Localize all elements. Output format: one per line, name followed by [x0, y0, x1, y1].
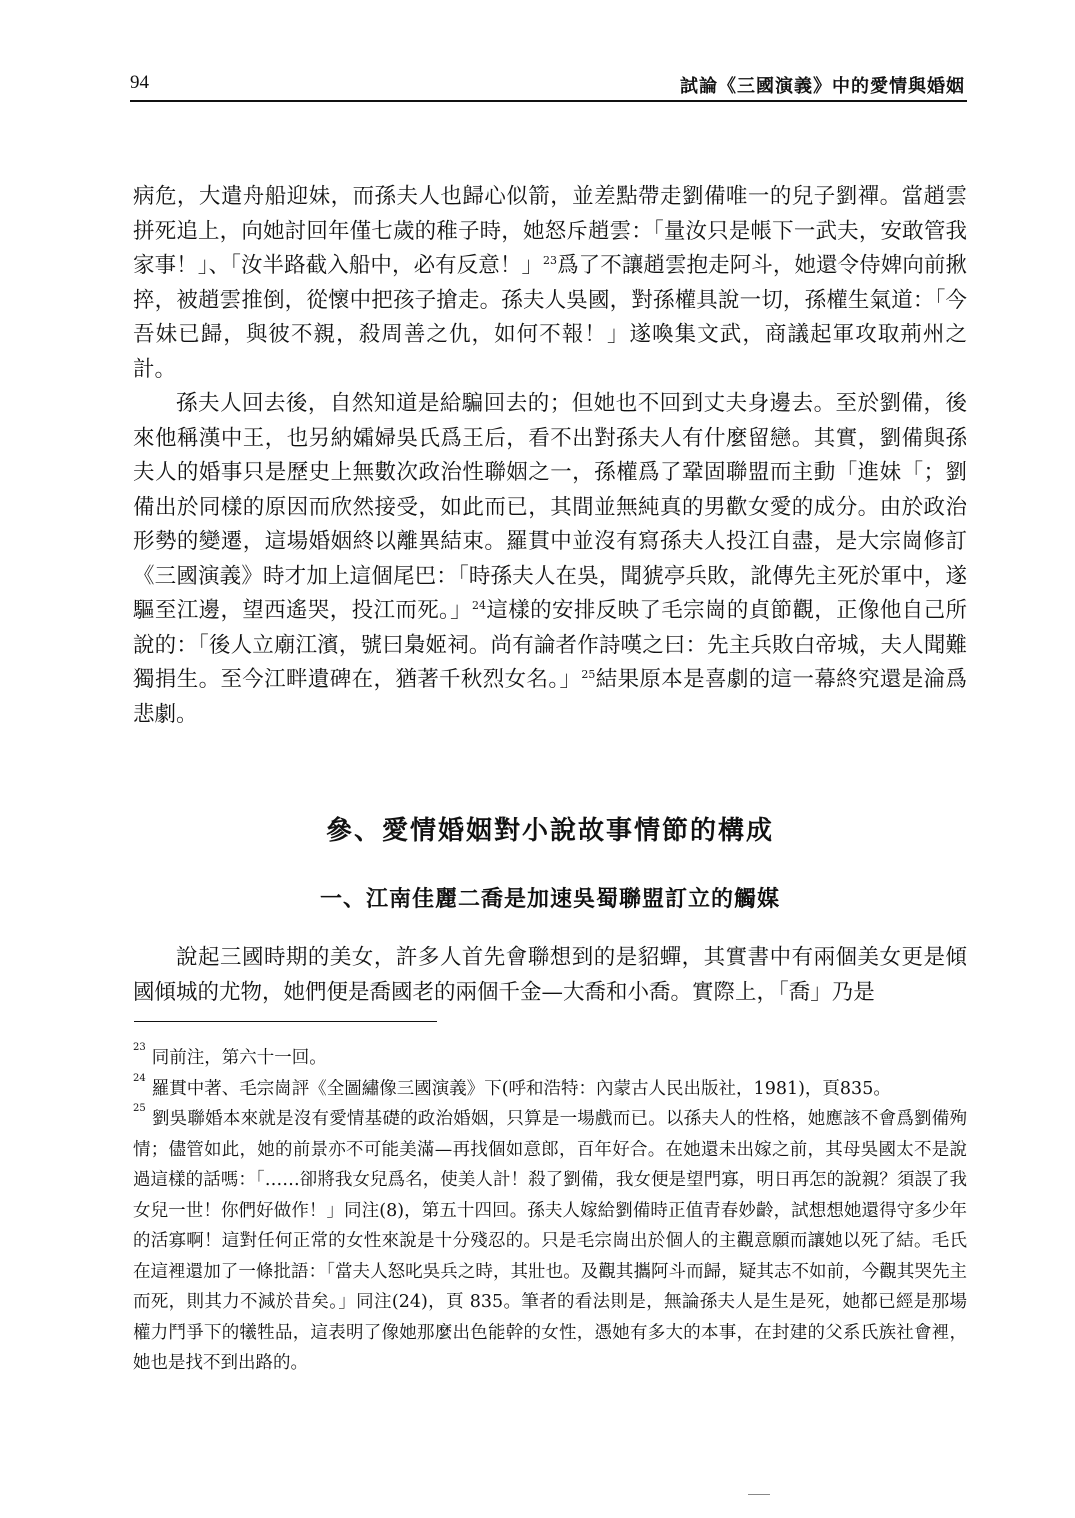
- footnote-separator: [134, 1021, 437, 1022]
- subsection-heading: 一、江南佳麗二喬是加速吳蜀聯盟訂立的觸媒: [319, 887, 780, 912]
- footnote-24: [133, 1074, 967, 1105]
- footnote-ref-24: 24: [472, 598, 487, 612]
- paragraph-political-marriage: [133, 387, 967, 732]
- footnote-text: 同前注，第六十一回。: [151, 1048, 327, 1068]
- page-number: 94: [130, 72, 149, 93]
- footnotes: [133, 1043, 967, 1379]
- footnote-ref-23: 23: [543, 253, 558, 267]
- scan-mark: [748, 1494, 770, 1495]
- body-text-lower: [133, 941, 967, 1010]
- footnote-text: 羅貫中著、毛宗崗評《全圖繡像三國演義》下(呼和浩特：內蒙古人民出版社，1981)，頁835。: [151, 1078, 891, 1099]
- section-heading: 參、愛情婚姻對小說故事情節的構成: [325, 816, 774, 846]
- paragraph-text: 結果原本是喜劇的這一幕終究還是淪爲悲劇。: [133, 667, 967, 727]
- footnote-number: 25: [133, 1103, 146, 1114]
- paragraph-sun-lady-return: [133, 180, 967, 387]
- paragraph-text: 這樣的安排反映了毛宗崗的貞節觀，正像他自己所說的：「後人立廟江濱，號曰梟姬祠。尚有論者作詩嘆之曰：先主兵敗白帝城，夫人聞難獨捐生。至今江畔遺碑在，猶著千秋烈女名。」: [133, 598, 967, 692]
- footnote-number: 24: [133, 1072, 146, 1084]
- paragraph-two-qiao: 說起三國時期的美女，許多人首先會聯想到的是貂蟬，其實書中有兩個美女更是傾國傾城的尤物，她們便是喬國老的兩個千金—大喬和小喬。實際上，「喬」乃是: [133, 945, 967, 1005]
- header-rule: [130, 100, 967, 102]
- paragraph-text: 病危，大遣舟船迎妹，而孫夫人也歸心似箭，並差點帶走劉備唯一的兒子劉禪。當趙雲拼死追上，向她討回年僅七歲的稚子時，她怒斥趙雲：「量汝只是帳下一武夫，安敢管我家事！」、「汝半路截入船中，必有反意！」: [133, 184, 967, 278]
- running-title: 試論《三國演義》中的愛情與婚姻: [680, 76, 965, 97]
- footnote-25: [133, 1104, 967, 1379]
- footnote-text: 劉吳聯婚本來就是沒有愛情基礎的政治婚姻，只算是一場戲而已。以孫夫人的性格，她應該不會爲劉備殉情；儘管如此，她的前景亦不可能美滿—再找個如意郎，百年好合。在她還未出嫁之前，其母吳國太不是說過這樣的話嗎：「……卻將我女兒爲名，使美人計！殺了劉備，我女便是望門寡，明日再怎的說親？須誤了我女兒一世！你們好做作！」同注(8)，第五十四回。孫夫人嫁給劉備時正值青春妙齡，試想想她還得守多少年的活寡啊！這對任何正常的女性來說是十分殘忍的。只是毛宗崗出於個人的主觀意願而讓她以死了結。毛氏在這裡還加了一條批語：「當夫人怒叱吳兵之時，其壯也。及觀其攜阿斗而歸，疑其志不如前，今觀其哭先主而死，則其力不減於昔矣。」同注(24)，頁 835。筆者的看法則是，無論孫夫人是生是死，她都已經是那場權力鬥爭下的犧牲品，這表明了像她那麼出色能幹的女性，憑她有多大的本事，在封建的父系氏族社會裡，她也是找不到出路的。: [133, 1109, 967, 1373]
- footnote-number: 23: [133, 1042, 146, 1053]
- footnote-ref-25: 25: [581, 667, 596, 681]
- footnote-23: [133, 1043, 967, 1074]
- paragraph-text: 爲了不讓趙雲抱走阿斗，她還令侍婢向前揪捽，被趙雲推倒，從懷中把孩子搶走。孫夫人吳國，對孫權具說一切，孫權生氣道：「今吾妹已歸，與彼不親，殺周善之仇，如何不報！」遂喚集文武，商議起軍攻取荊州之計。: [133, 253, 967, 382]
- paragraph-text: 孫夫人回去後，自然知道是給騙回去的；但她也不回到丈夫身邊去。至於劉備，後來他稱漢中王，也另納孀婦吳氏爲王后，看不出對孫夫人有什麼留戀。其實，劉備與孫夫人的婚事只是歷史上無數次政治性聯姻之一，孫權爲了鞏固聯盟而主動「進妹「；劉備出於同樣的原因而欣然接受，如此而已，其間並無純真的男歡女愛的成分。由於政治形勢的變遷，這場婚姻終以離異結束。羅貫中並沒有寫孫夫人投江自盡，是大宗崗修訂《三國演義》時才加上這個尾巴：「時孫夫人在吳，聞猇亭兵敗，訛傳先主死於軍中，遂驅至江邊，望西遙哭，投江而死。」: [133, 391, 967, 623]
- body-text-upper: [133, 180, 967, 732]
- page-header: [130, 72, 965, 102]
